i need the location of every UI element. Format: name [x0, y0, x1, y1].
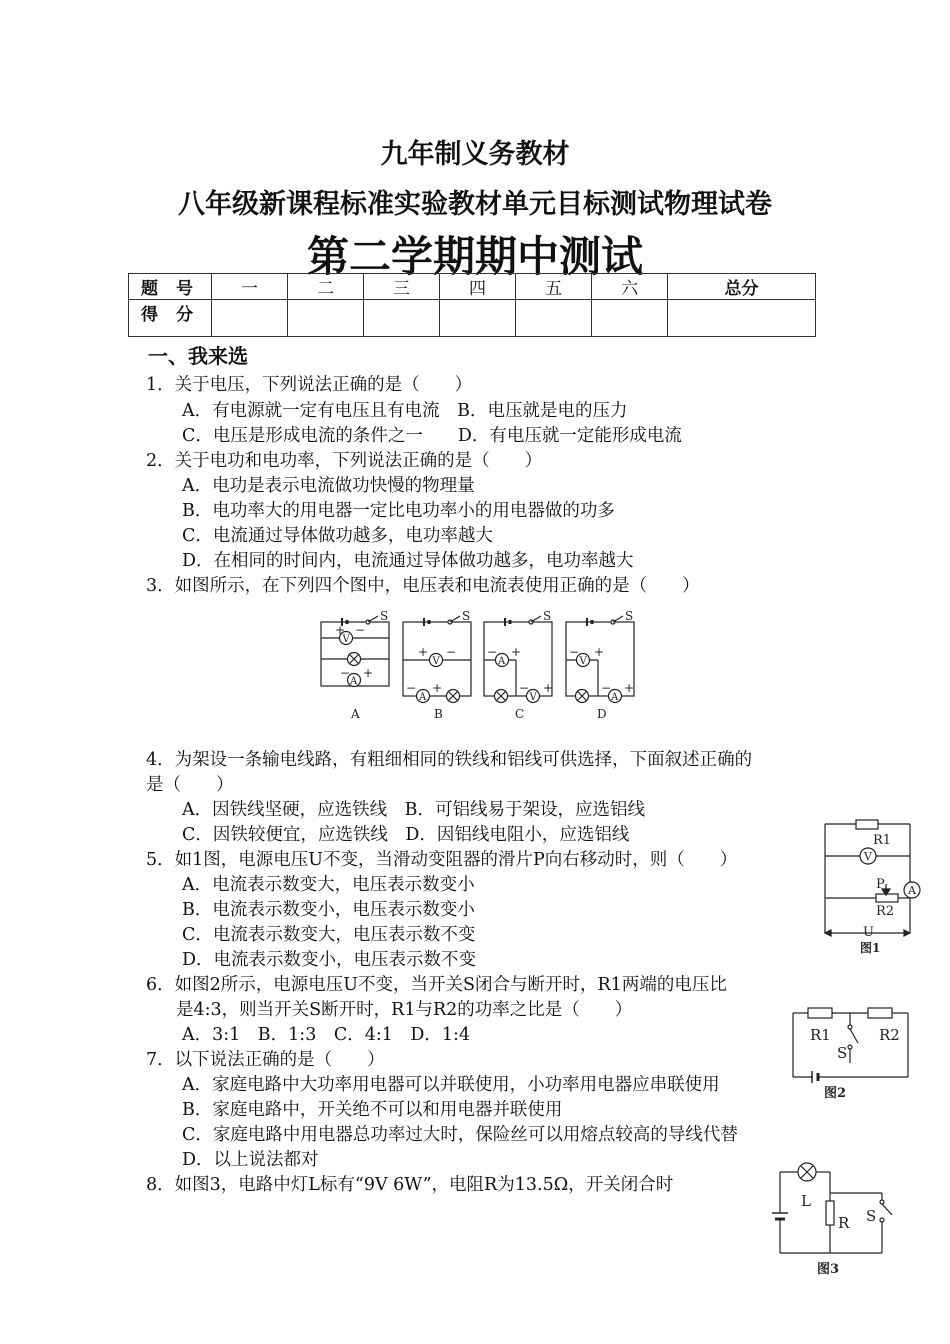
u-label: U [863, 925, 874, 940]
score-cell[interactable] [668, 300, 816, 337]
switch-label: S [380, 609, 389, 623]
panel-label: A [351, 707, 360, 721]
option-line: C．家庭电路中用电器总功率过大时，保险丝可以用熔点较高的导线代替 [182, 1125, 738, 1145]
voltmeter-icon: V [579, 656, 587, 667]
option-line: B．电功率大的用电器一定比电功率小的用电器做的功多 [182, 501, 615, 521]
voltmeter-icon: V [864, 850, 872, 863]
minus-sign: − [355, 623, 366, 637]
score-cell[interactable] [440, 300, 516, 337]
s-label: S [866, 1207, 877, 1225]
minus-sign: − [340, 666, 351, 680]
option-line: B．家庭电路中，开关绝不可以和用电器并联使用 [182, 1100, 563, 1120]
table-cell: 六 [592, 274, 668, 300]
score-cell[interactable] [288, 300, 364, 337]
ammeter-icon: A [908, 884, 916, 897]
switch-label: S [462, 609, 471, 623]
option-line: D．以上说法都对 [182, 1150, 319, 1170]
question-line: 5．如1图，电源电压U不变，当滑动变阻器的滑片P向右移动时，则（ ） [146, 850, 738, 870]
title-line-1: 九年制义务教材 [380, 139, 570, 170]
ammeter-icon: A [419, 692, 427, 703]
question-line: 2．关于电功和电功率，下列说法正确的是（ ） [146, 451, 543, 471]
ammeter-icon: A [498, 656, 506, 667]
score-table-score-row [129, 300, 816, 337]
panel-label: D [597, 707, 607, 721]
voltmeter-icon: V [342, 634, 350, 645]
minus-sign: − [519, 681, 530, 695]
option-line: A．因铁线坚硬，应选铁线 B．可铝线易于架设，应选铝线 [182, 800, 645, 820]
option-line: C．电流通过导体做功越多，电功率越大 [182, 526, 493, 546]
minus-sign: − [406, 681, 417, 695]
circuit-panel-b [403, 609, 471, 721]
option-line: D．在相同的时间内，电流通过导体做功越多，电功率越大 [182, 551, 634, 571]
voltmeter-icon: V [529, 692, 537, 703]
circuit-panel-c [484, 609, 553, 721]
question-line: 3．如图所示，在下列四个图中，电压表和电流表使用正确的是（ ） [146, 576, 700, 596]
plus-sign: + [624, 681, 635, 695]
ammeter-icon: A [611, 692, 619, 703]
score-table [128, 273, 816, 337]
question-line: 8．如图3，电路中灯L标有“9V 6W”，电阻R为13.5Ω，开关闭合时 [146, 1175, 674, 1195]
option-line: A．电流表示数变大，电压表示数变小 [182, 875, 475, 895]
plus-sign: + [363, 666, 374, 680]
option-line: C．因铁较便宜，应选铁线 D．因铝线电阻小，应选铝线 [182, 825, 630, 845]
table-cell: 二 [288, 274, 364, 300]
question-line: 4．为架设一条输电线路，有粗细相同的铁线和铝线可供选择，下面叙述正确的 [146, 750, 753, 770]
r2-label: R2 [876, 904, 895, 919]
s-label: S [837, 1044, 848, 1062]
l-label: L [801, 1192, 811, 1210]
plus-sign: + [335, 623, 346, 637]
score-cell[interactable] [592, 300, 668, 337]
score-table-header-row [129, 274, 816, 300]
q3-circuit-figure [316, 605, 646, 725]
figure-caption: 图3 [817, 1262, 840, 1277]
panel-label: B [434, 707, 443, 721]
option-line: A．3:1 B．1:3 C．4:1 D．1:4 [182, 1025, 471, 1045]
minus-sign: − [601, 681, 612, 695]
question-line: 7．以下说法正确的是（ ） [146, 1050, 385, 1070]
question-line: 是（ ） [146, 775, 234, 795]
option-line: D．电流表示数变小，电压表示数不变 [182, 950, 477, 970]
score-cell[interactable] [516, 300, 592, 337]
question-line: 1．关于电压，下列说法正确的是（ ） [146, 375, 473, 395]
figure-3-circuit [762, 1158, 902, 1283]
option-line: A．有电源就一定有电压且有电流 B．电压就是电的压力 [182, 401, 628, 421]
plus-sign: + [594, 645, 605, 659]
option-line: C．电压是形成电流的条件之一 D．有电压就一定能形成电流 [182, 426, 682, 446]
table-cell: 五 [516, 274, 592, 300]
question-line: 是4:3，则当开关S断开时，R1与R2的功率之比是（ ） [176, 1000, 633, 1020]
figure-caption: 图2 [824, 1086, 847, 1101]
r2-label: R2 [879, 1026, 900, 1044]
ammeter-icon: A [350, 676, 358, 687]
table-cell: 三 [364, 274, 440, 300]
voltmeter-icon: V [432, 656, 440, 667]
score-cell[interactable] [364, 300, 440, 337]
minus-sign: − [487, 645, 498, 659]
switch-label: S [625, 609, 634, 623]
section-heading: 一、我来选 [148, 344, 248, 368]
option-line: A．电功是表示电流做功快慢的物理量 [182, 476, 475, 496]
option-line: C．电流表示数变大，电压表示数不变 [182, 925, 476, 945]
switch-label: S [543, 609, 552, 623]
table-cell: 得 分 [129, 300, 212, 337]
table-cell: 总分 [668, 274, 816, 300]
plus-sign: + [543, 681, 554, 695]
question-line: 6．如图2所示，电源电压U不变，当开关S闭合与断开时，R1两端的电压比 [146, 975, 727, 995]
figure-2-circuit [788, 1005, 913, 1100]
circuit-panel-d [566, 609, 634, 721]
minus-sign: − [446, 645, 457, 659]
score-cell[interactable] [212, 300, 288, 337]
circuit-panel-a [321, 609, 389, 721]
table-cell: 题 号 [129, 274, 212, 300]
minus-sign: − [569, 645, 580, 659]
panel-label: C [515, 707, 525, 721]
r1-label: R1 [810, 1026, 831, 1044]
title-line-3: 第二学期期中测试 [306, 232, 643, 281]
p-label: P [876, 877, 885, 892]
table-cell: 四 [440, 274, 516, 300]
plus-sign: + [418, 645, 429, 659]
figure-caption: 图1 [860, 941, 881, 955]
plus-sign: + [432, 681, 443, 695]
r-label: R [838, 1214, 850, 1232]
option-line: A．家庭电路中大功率用电器可以并联使用，小功率用电器应串联使用 [182, 1075, 720, 1095]
table-cell: 一 [212, 274, 288, 300]
plus-sign: + [511, 645, 522, 659]
title-line-2: 八年级新课程标准实验教材单元目标测试物理试卷 [178, 189, 772, 220]
r1-label: R1 [873, 833, 892, 848]
option-line: B．电流表示数变小，电压表示数变小 [182, 900, 475, 920]
figure-1-circuit [820, 818, 925, 958]
